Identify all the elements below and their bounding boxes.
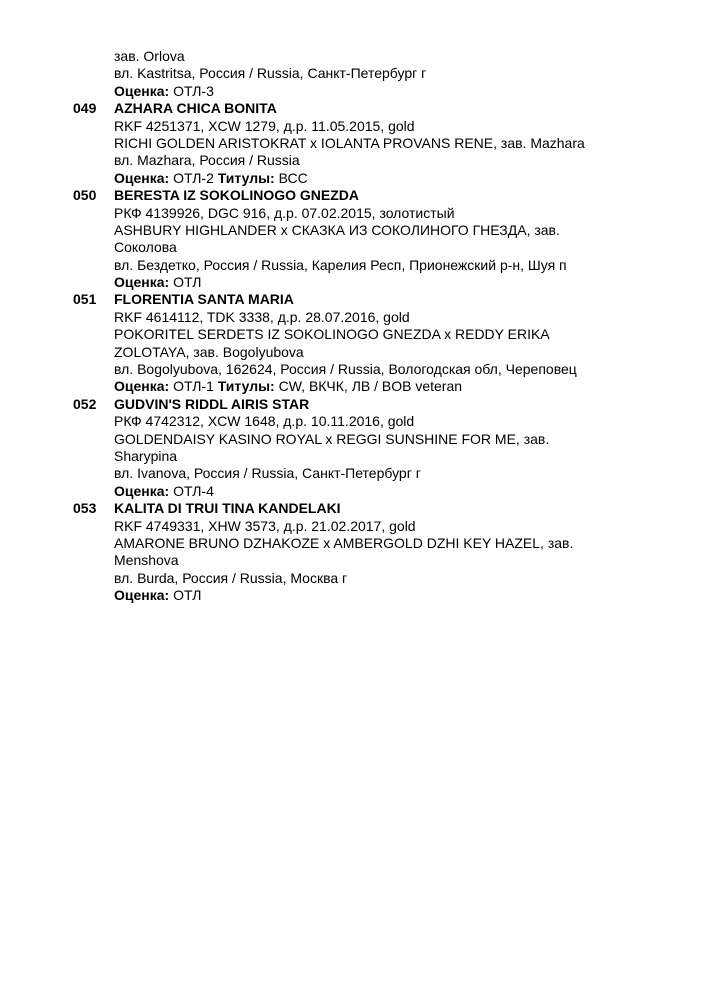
entry-051-owner: вл. Bogolyubova, 162624, Россия / Russia, Вологодская обл, Череповец	[114, 361, 577, 378]
titles-value: CW, ВКЧК, ЛВ / BOB veteran	[278, 378, 463, 395]
entry-053-reg: RKF 4749331, XHW 3573, д.р. 21.02.2017, gold	[114, 517, 416, 534]
entry-050-owner: вл. Бездетко, Россия / Russia, Карелия Респ, Прионежский р-н, Шуя п	[114, 256, 567, 273]
entry-053-owner: вл. Burda, Россия / Russia, Москва г	[114, 569, 348, 586]
entry-052-header	[0, 396, 704, 413]
entry-053-grade-line	[0, 587, 704, 604]
entry-050-grade-line	[0, 274, 704, 291]
grade-label: Оценка:	[114, 274, 170, 291]
titles-label: Титулы:	[217, 378, 275, 395]
entry-052-pedigree-cont: Sharypina	[114, 447, 178, 464]
grade-value: ОТЛ	[173, 587, 202, 604]
grade-value: ОТЛ	[173, 274, 202, 291]
grade-value: ОТЛ-3	[173, 82, 214, 99]
grade-value: ОТЛ-1	[173, 378, 214, 395]
entry-number: 050	[73, 187, 97, 204]
entry-051-reg: RKF 4614112, TDK 3338, д.р. 28.07.2016, gold	[114, 308, 410, 325]
grade-value: ОТЛ-2	[173, 169, 214, 186]
grade-label: Оценка:	[114, 482, 170, 499]
entry-049-pedigree: RICHI GOLDEN ARISTOKRAT x IOLANTA PROVANS RENE, зав. Mazhara	[114, 134, 585, 151]
entry-052-pedigree: GOLDENDAISY KASINO ROYAL x REGGI SUNSHINE FOR ME, зав.	[114, 430, 550, 447]
entry-049-reg: RKF 4251371, XCW 1279, д.р. 11.05.2015, gold	[114, 117, 415, 134]
entry-053-header	[0, 500, 704, 517]
entry-name: GUDVIN'S RIDDL AIRIS STAR	[114, 395, 310, 412]
entry-name: KALITA DI TRUI TINA KANDELAKI	[114, 500, 341, 517]
titles-label: Титулы:	[217, 169, 275, 186]
entry-052-reg: РКФ 4742312, XCW 1648, д.р. 10.11.2016, gold	[114, 413, 415, 430]
grade-label: Оценка:	[114, 82, 170, 99]
entry-053-pedigree-cont: Menshova	[114, 552, 179, 569]
entry-051-pedigree: POKORITEL SERDETS IZ SOKOLINOGO GNEZDA x REDDY ERIKA	[114, 326, 550, 343]
entry-number: 051	[73, 291, 97, 308]
prev-entry-owner: вл. Kastritsa, Россия / Russia, Санкт-Петербург г	[114, 65, 427, 82]
entry-name: AZHARA CHICA BONITA	[114, 100, 277, 117]
entry-049-grade-line	[0, 170, 704, 187]
grade-label: Оценка:	[114, 587, 170, 604]
entry-name: BERESTA IZ SOKOLINOGO GNEZDA	[114, 187, 360, 204]
entry-051-pedigree-cont: ZOLOTAYA, зав. Bogolyubova	[114, 343, 304, 360]
entry-050-pedigree-cont: Соколова	[114, 239, 177, 256]
entry-name: FLORENTIA SANTA MARIA	[114, 291, 294, 308]
entry-052-grade-line	[0, 483, 704, 500]
grade-label: Оценка:	[114, 378, 170, 395]
entry-051-header	[0, 291, 704, 308]
entry-number: 049	[73, 100, 97, 117]
entry-049-owner: вл. Mazhara, Россия / Russia	[114, 152, 300, 169]
entry-050-header	[0, 187, 704, 204]
catalog-page	[0, 48, 704, 605]
entry-049-header	[0, 100, 704, 117]
grade-value: ОТЛ-4	[173, 482, 214, 499]
entry-050-reg: РКФ 4139926, DGC 916, д.р. 07.02.2015, золотистый	[114, 204, 455, 221]
prev-entry-grade-line	[0, 83, 704, 100]
entry-051-grade-line	[0, 378, 704, 395]
entry-052-owner: вл. Ivanova, Россия / Russia, Санкт-Петербург г	[114, 465, 421, 482]
entry-number: 053	[73, 500, 97, 517]
entry-053-pedigree: AMARONE BRUNO DZHAKOZE x AMBERGOLD DZHI KEY HAZEL, зав.	[114, 534, 574, 551]
titles-value: ВСС	[278, 169, 308, 186]
entry-number: 052	[73, 395, 97, 412]
prev-entry-breeder: зав. Orlova	[114, 48, 185, 64]
entry-050-pedigree: ASHBURY HIGHLANDER x СКАЗКА ИЗ СОКОЛИНОГО ГНЕЗДА, зав.	[114, 221, 560, 238]
grade-label: Оценка:	[114, 169, 170, 186]
